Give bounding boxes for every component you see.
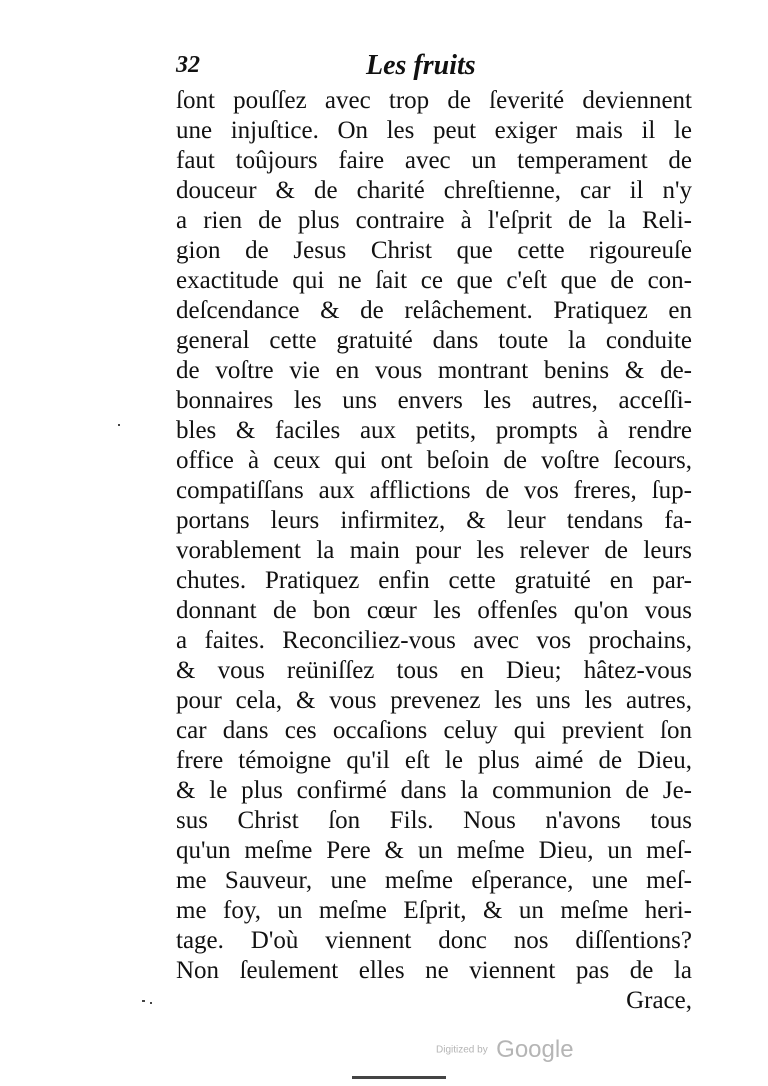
text-line: faut toûjours faire avec un temperament de <box>176 147 692 174</box>
text-line: ſont pouſſez avec trop de ſeverité deviennent <box>176 87 692 114</box>
text-line: qu'un meſme Pere & un meſme Dieu, un meſ- <box>176 837 692 864</box>
text-line: pour cela, & vous prevenez les uns les autres, <box>176 687 692 714</box>
text-line: vorablement la main pour les relever de leurs <box>176 537 692 564</box>
text-line: me Sauveur, une meſme eſperance, une meſ- <box>176 867 692 894</box>
ink-speck <box>142 1000 145 1002</box>
bottom-rule <box>352 1076 446 1079</box>
text-line: & le plus confirmé dans la communion de Je- <box>176 777 692 804</box>
text-line: de voſtre vie en vous montrant benins & de- <box>176 357 692 384</box>
google-logo: Google <box>496 1036 574 1063</box>
text-line: bles & faciles aux petits, prompts à rendre <box>176 417 692 444</box>
running-head: Les fruits <box>366 50 476 81</box>
text-line: me foy, un meſme Eſprit, & un meſme heri- <box>176 897 692 924</box>
text-line: bonnaires les uns envers les autres, acceſſi- <box>176 387 692 414</box>
text-line: compatiſſans aux afflictions de vos freres, ſup- <box>176 477 692 504</box>
page-header <box>176 50 686 84</box>
text-line: & vous reüniſſez tous en Dieu; hâtez-vous <box>176 657 692 684</box>
text-line: a rien de plus contraire à l'eſprit de la Reli- <box>176 207 692 234</box>
text-line: deſcendance & de relâchement. Pratiquez en <box>176 297 692 324</box>
digitized-watermark <box>436 1036 574 1064</box>
text-line: gion de Jesus Christ que cette rigoureuſe <box>176 237 692 264</box>
text-line: exactitude qui ne ſait ce que c'eſt que de con- <box>176 267 692 294</box>
text-line: general cette gratuité dans toute la conduite <box>176 327 692 354</box>
text-line: douceur & de charité chreſtienne, car il n'y <box>176 177 692 204</box>
text-line: tage. D'où viennent donc nos diſſentions? <box>176 927 692 954</box>
text-line: portans leurs infirmitez, & leur tendans fa- <box>176 507 692 534</box>
text-line: donnant de bon cœur les offenſes qu'on vous <box>176 597 692 624</box>
text-line: sus Christ ſon Fils. Nous n'avons tous <box>176 807 692 834</box>
text-line: office à ceux qui ont beſoin de voſtre ſecours, <box>176 447 692 474</box>
catchword: Grace, <box>626 987 692 1014</box>
digitized-label: Digitized by <box>436 1044 488 1056</box>
body-text <box>176 86 692 1016</box>
text-line: frere témoigne qu'il eſt le plus aimé de Dieu, <box>176 747 692 774</box>
text-line: chutes. Pratiquez enfin cette gratuité en par- <box>176 567 692 594</box>
text-line: Non ſeulement elles ne viennent pas de la <box>176 957 692 984</box>
page-number: 32 <box>176 52 200 78</box>
text-line: car dans ces occaſions celuy qui previent ſon <box>176 717 692 744</box>
ink-speck <box>150 1002 152 1004</box>
text-line: une injuſtice. On les peut exiger mais il le <box>176 117 692 144</box>
text-line: a faites. Reconciliez-vous avec vos prochains, <box>176 627 692 654</box>
ink-speck <box>118 424 120 426</box>
